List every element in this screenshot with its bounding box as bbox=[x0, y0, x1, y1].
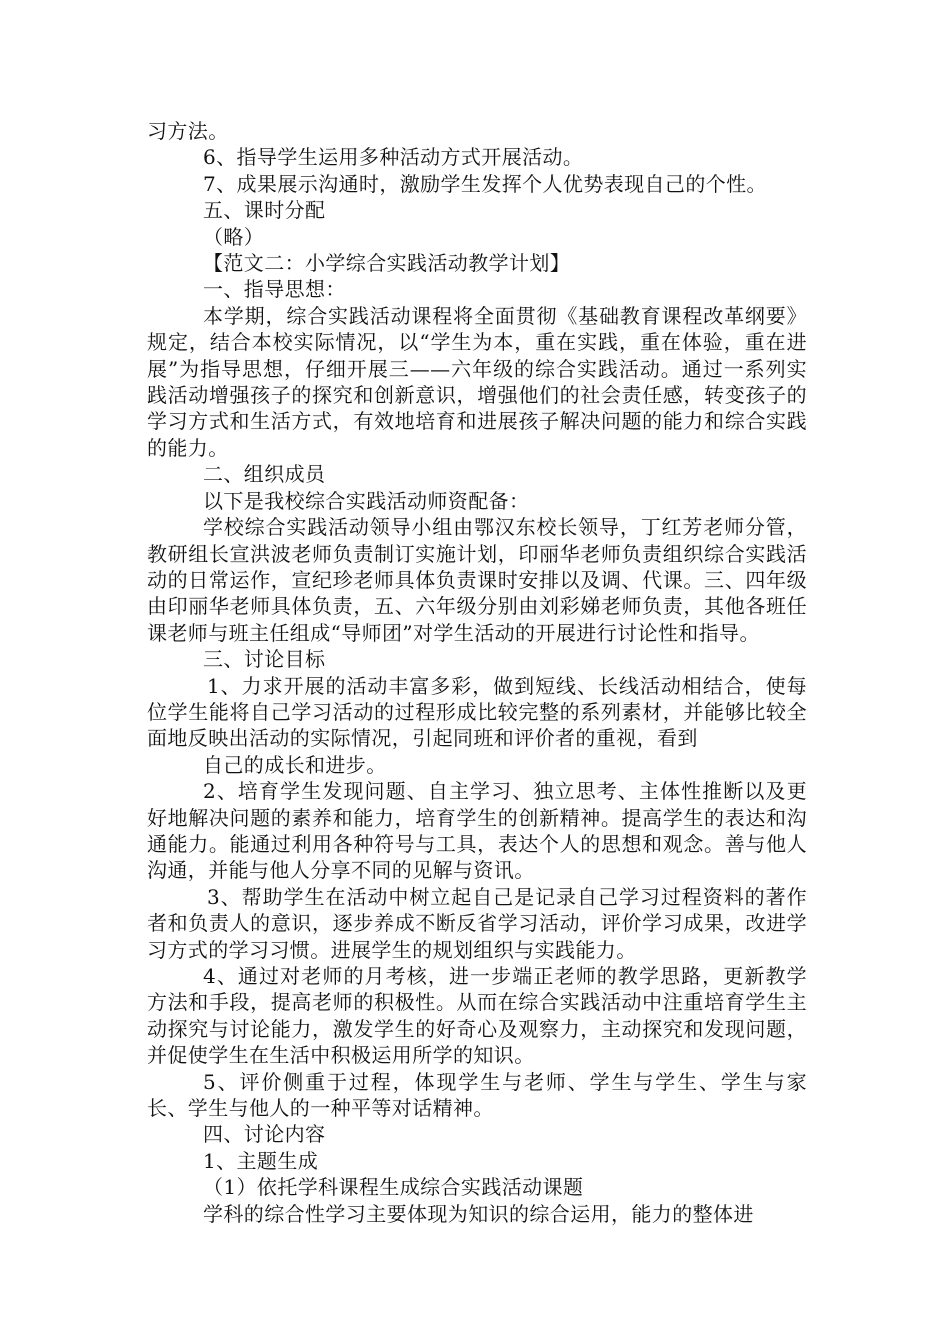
section-heading-2: 二、组织成员 bbox=[203, 462, 326, 487]
subheading-topic-generation: 1、主题生成 bbox=[203, 1148, 319, 1173]
paragraph-continuation: 习方法。 bbox=[147, 119, 229, 143]
list-item-7: 7、成果展示沟通时，激励学生发挥个人优势表现自己的个性。 bbox=[203, 171, 767, 196]
paragraph-guiding-ideology: 本学期，综合实践活动课程将全面贯彻《基础教育课程改革纲要》规定，结合本校实际情况，以“学生为本，重在实践，重在体验，重在进展”为指导思想，仔细开展三——六年级的综合实践活动。通过一系列实践活动增强孩子的探究和创新意识，增强他们的社会责任感，转变孩子的学习方式和生活方式，有效地培育和进展孩子解决问题的能力和综合实践的能力。 bbox=[147, 303, 807, 460]
section-heading-5: 五、课时分配 bbox=[203, 198, 326, 223]
section-heading-1: 一、指导思想： bbox=[203, 277, 346, 302]
goal-item-1: 1、力求开展的活动丰富多彩，做到短线、长线活动相结合，使每位学生能将自己学习活动的过程形成比较完整的系列素材，并能够比较全面地反映出活动的实际情况，引起同班和评价者的重视，看到 bbox=[147, 673, 807, 751]
goal-item-2: 2、培育学生发现问题、自主学习、独立思考、主体性推断以及更好地解决问题的素养和能力，培育学生的创新精神。提高学生的表达和沟通能力。能通过利用各种符号与工具，表达个人的思想和观念。善与他人沟通，并能与他人分享不同的见解与资讯。 bbox=[147, 779, 807, 883]
document-page bbox=[147, 118, 807, 1227]
goal-item-3: 3、帮助学生在活动中树立起自己是记录自己学习过程资料的著作者和负责人的意识，逐步养成不断反省学习活动，评价学习成果，改进学习方式的学习习惯。进展学生的规划组织与实践能力。 bbox=[147, 884, 807, 962]
section-heading-4: 四、讨论内容 bbox=[203, 1122, 326, 1147]
goal-item-4: 4、通过对老师的月考核，进一步端正老师的教学思路，更新教学方法和手段，提高老师的积极性。从而在综合实践活动中注重培育学生主动探究与讨论能力，激发学生的好奇心及观察力，主动探究和发现问题，并促使学生在生活中积极运用所学的知识。 bbox=[147, 964, 807, 1068]
paragraph-staff-intro: 以下是我校综合实践活动师资配备： bbox=[203, 488, 530, 513]
list-item-6: 6、指导学生运用多种活动方式开展活动。 bbox=[203, 145, 584, 170]
paragraph-staff-detail: 学校综合实践活动领导小组由鄂汉东校长领导，丁红芳老师分管，教研组长宣洪波老师负责制订实施计划，印丽华老师负责组织综合实践活动的日常运作，宣纪珍老师具体负责课时安排以及调、代课。三、四年级由印丽华老师具体负责，五、六年级分别由刘彩娣老师负责，其他各班任课老师与班主任组成“导师团”对学生活动的开展进行讨论性和指导。 bbox=[147, 515, 807, 645]
section-heading-3: 三、讨论目标 bbox=[203, 647, 326, 672]
goal-item-1-continuation: 自己的成长和进步。 bbox=[203, 752, 387, 777]
article-title: 【范文二：小学综合实践活动教学计划】 bbox=[203, 251, 571, 276]
paragraph-subject-integration: 学科的综合性学习主要体现为知识的综合运用，能力的整体进 bbox=[203, 1201, 754, 1226]
omitted-note: （略） bbox=[203, 224, 265, 249]
subheading-1: （1）依托学科课程生成综合实践活动课题 bbox=[203, 1175, 584, 1200]
goal-item-5: 5、评价侧重于过程，体现学生与老师、学生与学生、学生与家长、学生与他人的一种平等对话精神。 bbox=[147, 1069, 807, 1121]
